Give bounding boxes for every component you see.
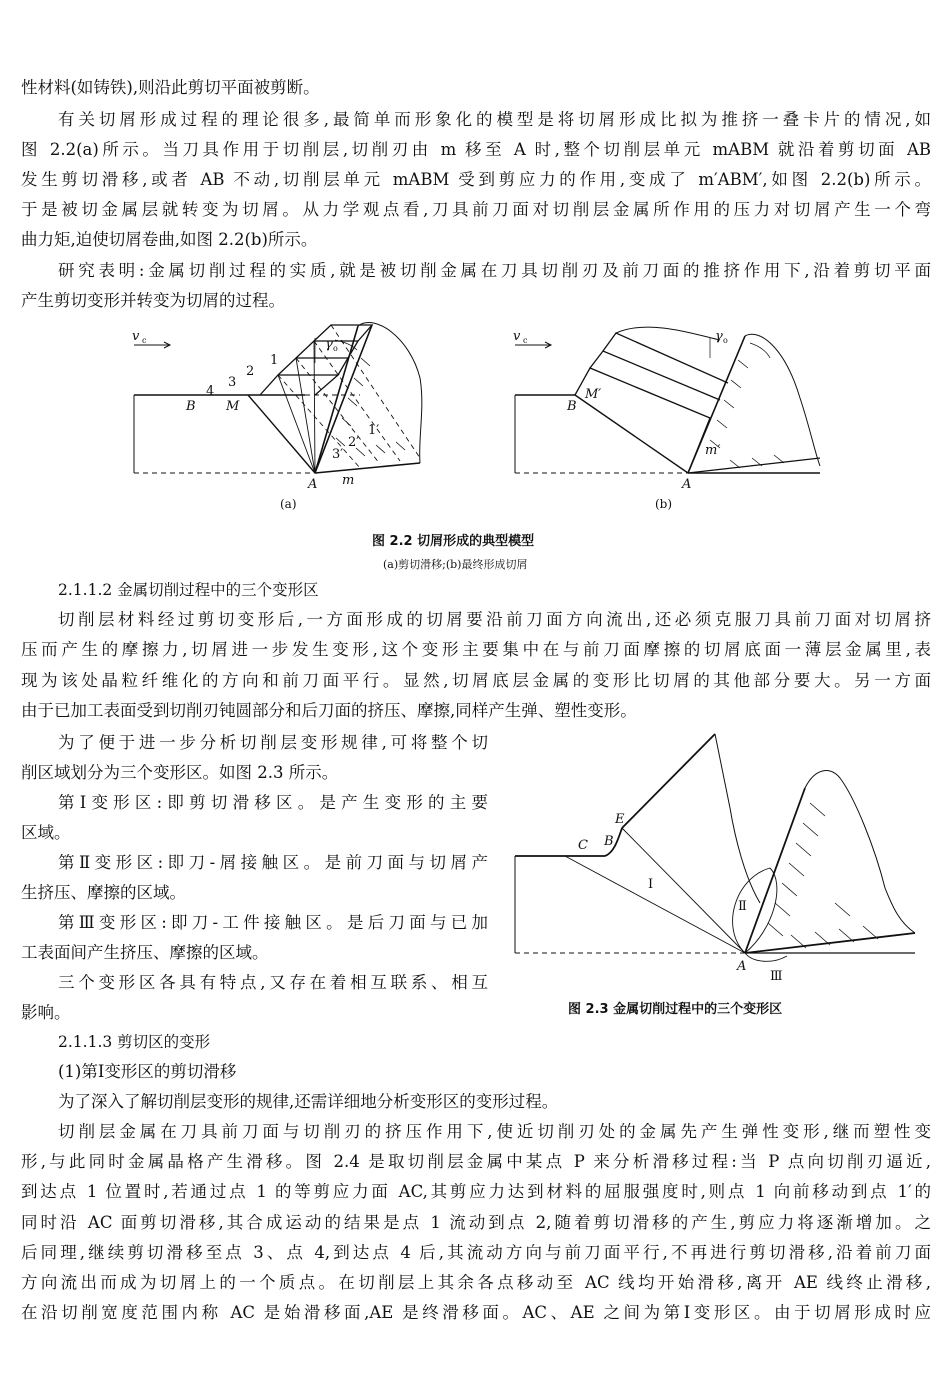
chip-back-curve <box>730 808 760 903</box>
section-heading: 2.1.1.2 金属切削过程中的三个变形区 <box>58 581 319 599</box>
text-line: 于是被切金属层就转变为切屑。从力学观点看,刀具前刀面对切削层金属所作用的压力对切屑产生一个弯 <box>21 200 931 219</box>
chip-card-b <box>575 368 710 473</box>
label-2p: 2′ <box>348 435 360 450</box>
label-sub-b: (b) <box>655 497 673 511</box>
label-2: 2 <box>246 364 255 379</box>
shear-plane-a <box>248 395 315 473</box>
label-vc-a: v <box>132 329 140 344</box>
text-line: 削区域划分为三个变形区。如图 2.3 所示。 <box>21 763 339 782</box>
text-line: 第Ⅲ变形区:即刀-工件接触区。是后刀面与已加 <box>58 913 488 932</box>
shear-start-AC <box>565 856 745 953</box>
text-line: 曲力矩,迫使切屑卷曲,如图 2.2(b)所示。 <box>21 230 318 249</box>
label-B-a: B <box>186 399 196 414</box>
text-line: 由于已加工表面受到切削刃钝圆部分和后刀面的挤压、摩擦,同样产生弹、塑性变形。 <box>21 701 637 720</box>
label-B: B <box>604 834 614 849</box>
text-line: 产生剪切变形并转变为切屑的过程。 <box>21 291 285 310</box>
label-A-a: A <box>308 477 318 492</box>
figure-2-3 <box>505 728 940 988</box>
text-line: 同时沿 AC 面剪切滑移,其合成运动的结果是点 1 流动到点 2,随着剪切滑移的产生,剪应力将逐渐增加。之 <box>21 1213 931 1232</box>
clearance-face <box>745 933 915 953</box>
figure-2-2 <box>120 318 830 523</box>
text-line: 方向流出而成为切屑上的一个质点。在切削层上其余各点移动至 AC 线均开始滑移,离开 AE 线终止滑移, <box>21 1273 931 1292</box>
tool-hatch-a <box>336 358 405 456</box>
label-zone-1: Ⅰ <box>648 877 654 892</box>
tool-hatch-b <box>710 360 784 468</box>
chip-card-a <box>314 325 372 341</box>
chip-back <box>715 734 730 808</box>
text-line: 到达点 1 位置时,若通过点 1 的等剪应力面 AC,其剪应力达到材料的屈服强度时,则点 1 向前移动到点 1′的 <box>21 1182 931 1201</box>
label-gamma-sub-a: o <box>333 344 338 353</box>
text-line: 现为该处晶粒纤维化的方向和前刀面平行。显然,切屑底层金属的变形比切屑的其他部分要大。另一方面 <box>21 671 931 690</box>
chip-top-b <box>616 327 720 340</box>
label-E: E <box>615 812 625 827</box>
text-line: 三个变形区各具有特点,又存在着相互联系、相互 <box>58 973 488 992</box>
label-A-b: A <box>682 477 692 492</box>
label-m-a: m <box>342 473 355 488</box>
figure-2-2-caption: 图 2.2 切屑形成的典型模型 <box>372 534 535 549</box>
tool-back-b <box>745 334 820 466</box>
label-gamma-sub-b: o <box>723 336 728 345</box>
text-line: 图 2.2(a)所示。当刀具作用于切削层,切削刃由 m 移至 A 时,整个切削层单元 mABM 就沿着剪切面 AB <box>21 140 931 159</box>
label-A: A <box>737 959 747 974</box>
zone-3-loop <box>745 953 787 961</box>
dashed-shear-a <box>331 325 420 458</box>
label-vc-b: v <box>513 329 521 344</box>
text-line: 有关切屑形成过程的理论很多,最简单而形象化的模型是将切屑形成比拟为推挤一叠卡片的情况,如 <box>58 110 931 129</box>
text-line: 为了深入了解切削层变形的规律,还需详细地分析变形区的变形过程。 <box>58 1092 559 1111</box>
rake-face <box>745 788 805 953</box>
label-C: C <box>578 838 588 853</box>
shear-end-AE <box>622 828 745 953</box>
tool-back-a <box>358 323 422 463</box>
subsection-heading: (1)第Ⅰ变形区的剪切滑移 <box>58 1062 237 1081</box>
shear-plane-b <box>575 395 688 473</box>
shear-line-a <box>278 375 315 473</box>
label-mp-b: m′ <box>705 443 721 458</box>
text-line: 为了便于进一步分析切削层变形规律,可将整个切 <box>58 733 488 752</box>
label-zone-2: Ⅱ <box>738 899 747 914</box>
label-sub-a: (a) <box>280 497 297 511</box>
figure-2-3-caption: 图 2.3 金属切削过程中的三个变形区 <box>568 1002 783 1017</box>
label-Mp-b: M′ <box>585 387 602 402</box>
text-line: 工表面间产生挤压、摩擦的区域。 <box>21 943 269 962</box>
label-3p: 3′ <box>332 447 344 462</box>
clearance-b <box>688 458 820 473</box>
text-line: 发生剪切滑移,或者 AB 不动,切削层单元 mABM 受到剪应力的作用,变成了 m′ABM′,如图 2.2(b)所示。 <box>21 170 931 189</box>
label-M-a: M <box>226 399 240 414</box>
text-line: 区域。 <box>21 823 71 842</box>
label-zone-3: Ⅲ <box>770 969 783 984</box>
text-line: 压而产生的摩擦力,切屑进一步发生变形,这个变形主要集中在与前刀面摩擦的切屑底面一薄层金属里,表 <box>21 640 931 659</box>
chip-card-b <box>603 333 728 383</box>
tool-top <box>805 771 915 933</box>
label-1: 1 <box>270 353 279 368</box>
label-gamma-a: γ <box>325 337 333 352</box>
text-line: 切削层金属在刀具前刀面与切削刃的挤压作用下,使近切削刃处的金属先产生弹性变形,继而塑性变 <box>58 1122 931 1141</box>
text-line: 第Ⅱ变形区:即刀-屑接触区。是前刀面与切屑产 <box>58 853 488 872</box>
label-3: 3 <box>228 375 237 390</box>
figure-2-2-subcaption: (a)剪切滑移;(b)最终形成切屑 <box>383 558 528 571</box>
rake-face-a <box>315 325 372 473</box>
chip-outer <box>622 734 715 828</box>
text-line: 后同理,继续剪切滑移至点 3、点 4,到达点 4 后,其流动方向与前刀面平行,不再进行剪切滑移,沿着前刀面 <box>21 1243 931 1262</box>
text-line: 生挤压、摩擦的区域。 <box>21 883 186 902</box>
label-1p: 1′ <box>368 423 380 438</box>
text-line: 影响。 <box>21 1003 71 1022</box>
label-vc-sub-a: c <box>142 336 147 345</box>
machined-surface-a <box>315 463 420 473</box>
text-line: 第Ⅰ变形区:即剪切滑移区。是产生变形的主要 <box>58 793 488 812</box>
tool-hatch <box>768 803 878 948</box>
label-B-b: B <box>567 399 577 414</box>
text-line: 研究表明:金属切削过程的实质,就是被切削金属在刀具切削刃及前刀面的推挤作用下,沿着剪切平面 <box>58 261 931 280</box>
text-line: 在沿切削宽度范围内称 AC 是始滑移面,AE 是终滑移面。AC、AE 之间为第Ⅰ变形区。由于切屑形成时应 <box>21 1303 931 1322</box>
label-vc-sub-b: c <box>523 336 528 345</box>
chip-card-a <box>278 358 348 375</box>
label-gamma-b: γ <box>715 329 723 344</box>
label-4: 4 <box>206 384 215 399</box>
text-line: 形,与此同时金属晶格产生滑移。图 2.4 是取切削层金属中某点 P 来分析滑移过程:当 P 点向切削刃逼近, <box>21 1152 931 1171</box>
text-line: 性材料(如铸铁),则沿此剪切平面被剪断。 <box>21 78 320 97</box>
section-heading: 2.1.1.3 剪切区的变形 <box>58 1033 211 1051</box>
text-line: 切削层材料经过剪切变形后,一方面形成的切屑要沿前刀面方向流出,还必须克服刀具前刀面对切屑挤 <box>58 610 931 629</box>
gamma-arc-b <box>750 343 770 358</box>
